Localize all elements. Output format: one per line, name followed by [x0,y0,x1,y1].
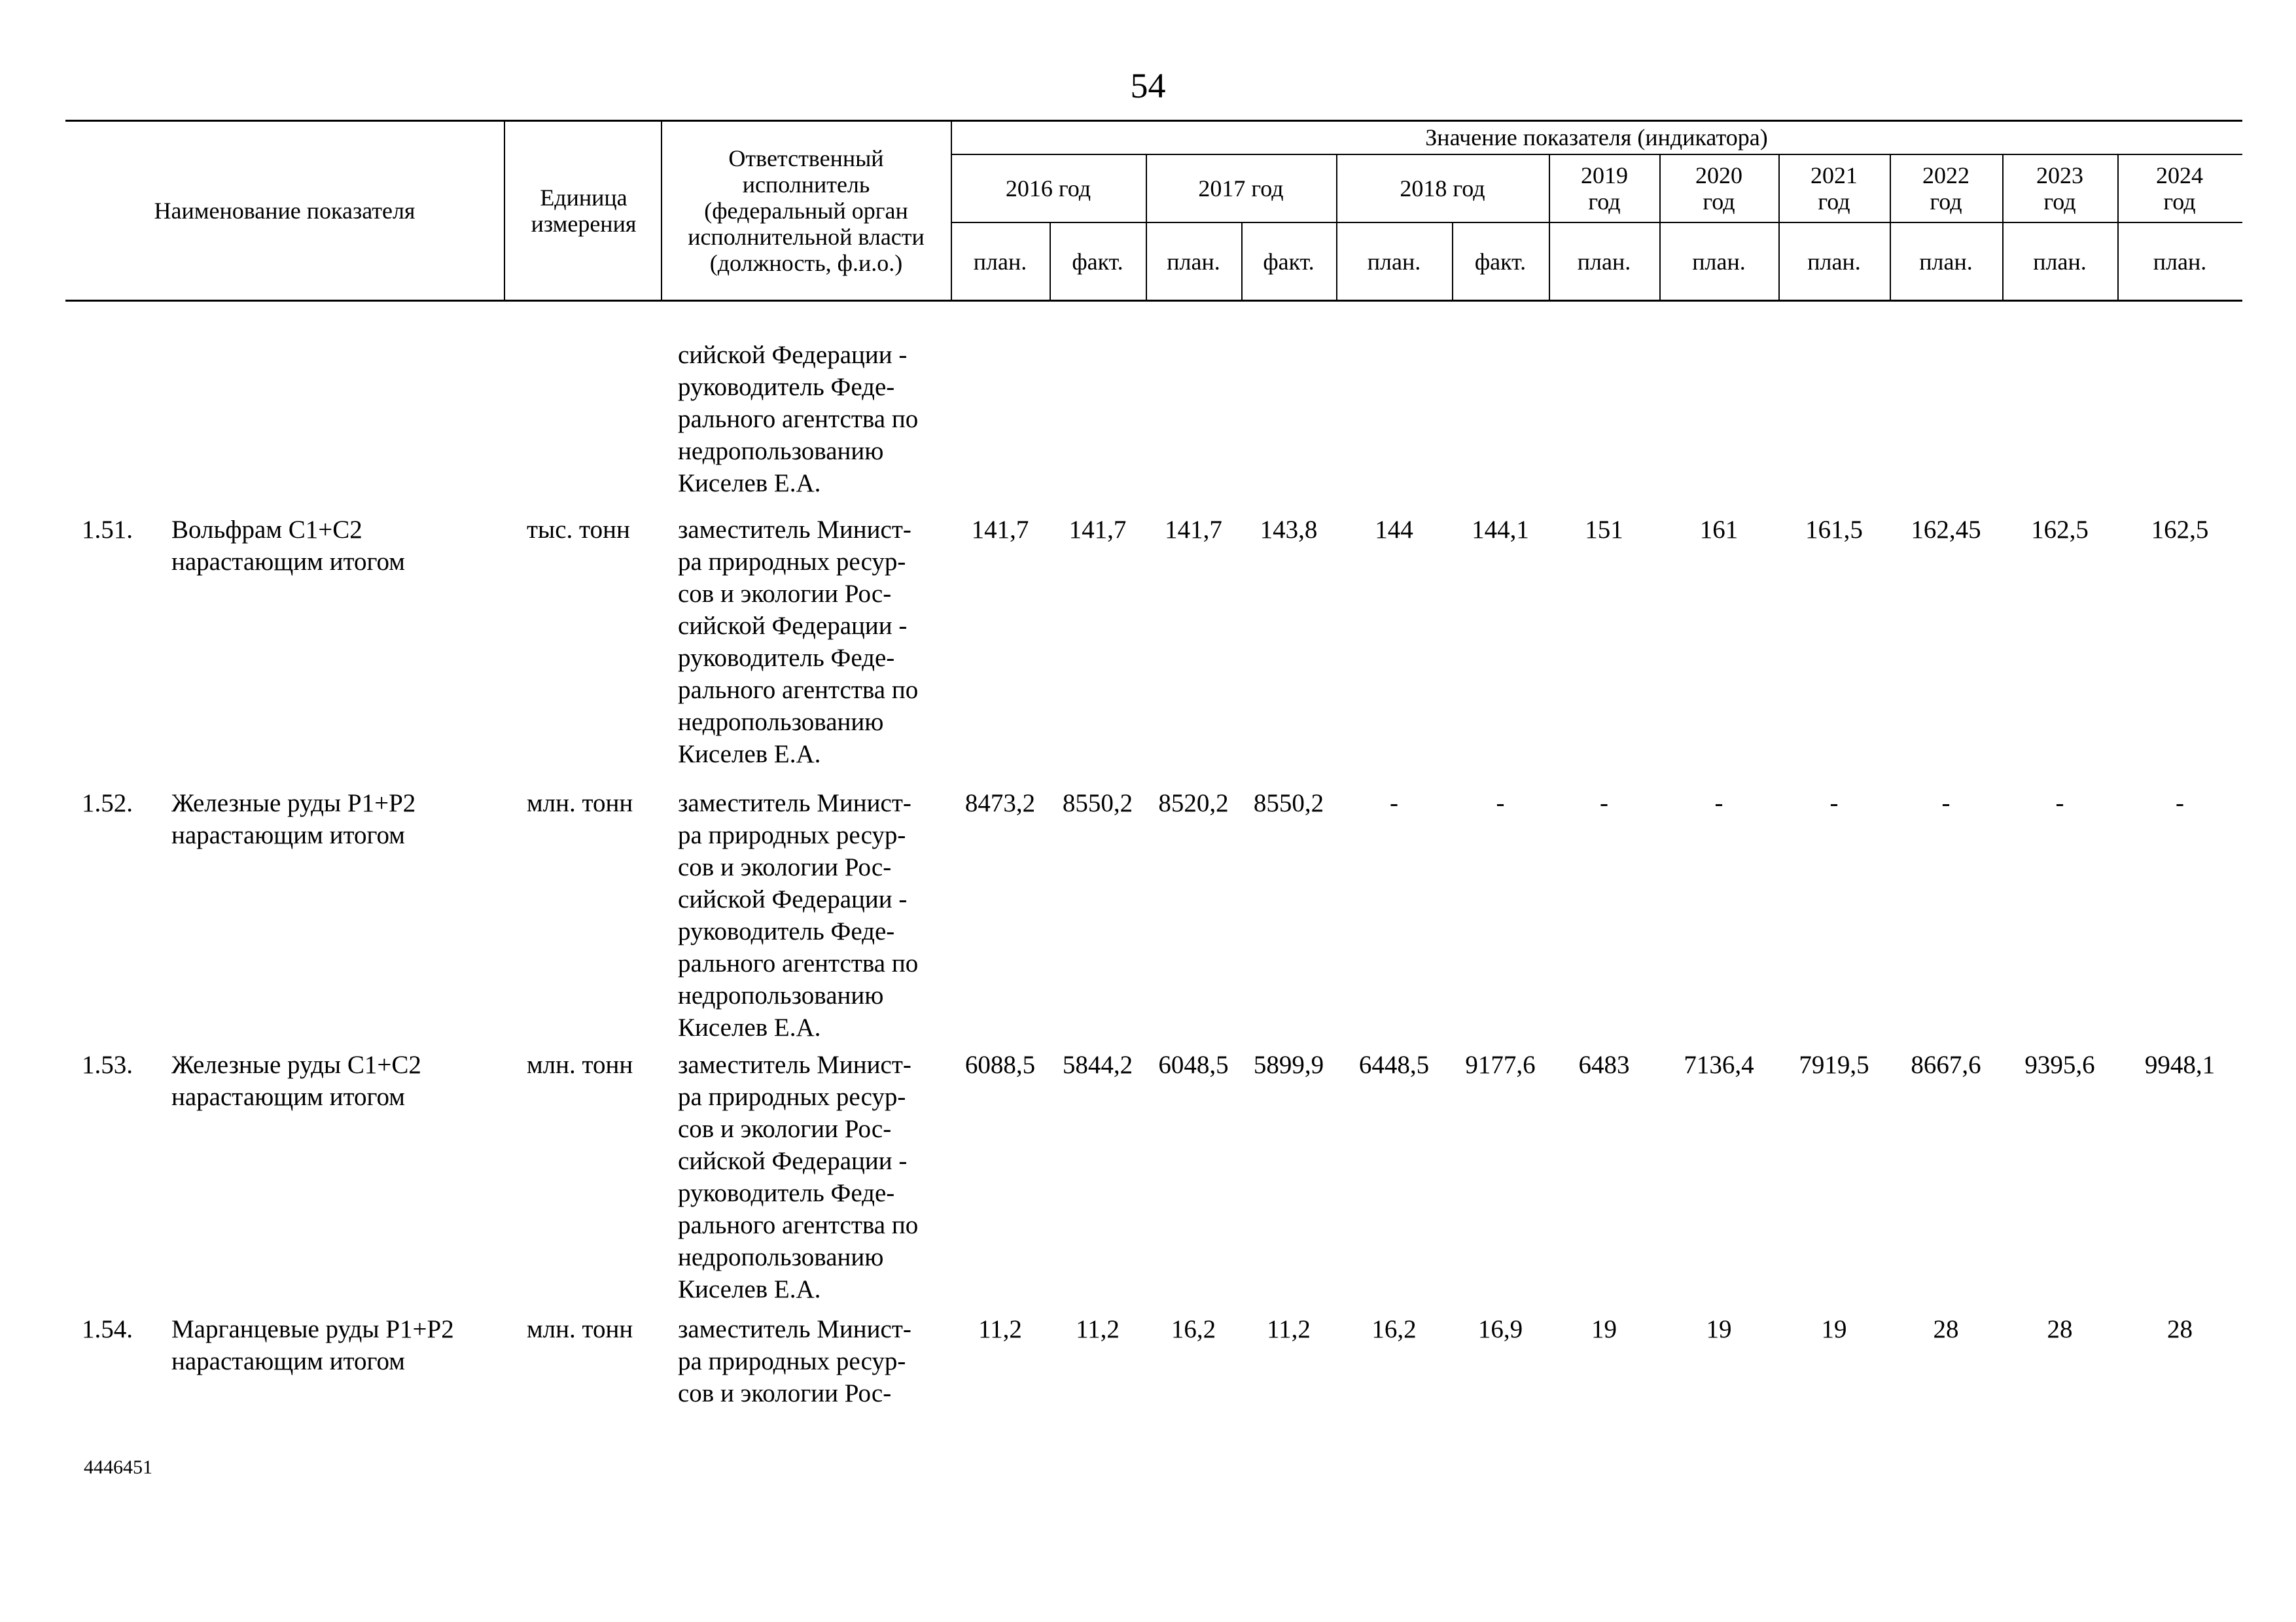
value-2023-plan: 28 [2047,1315,2073,1343]
responsible-line: ра природных ресур- [678,821,906,849]
row-name [171,787,415,851]
row-name-line: нарастающим итогом [171,821,405,849]
responsible-line: недропользованию [678,708,884,736]
value-2018-plan: 16,2 [1371,1315,1417,1343]
row-responsible [678,1313,911,1409]
value-2019-plan: - [1600,789,1608,817]
responsible-line: ра природных ресур- [678,548,906,576]
header-name: Наименование показателя [154,197,415,224]
value-2017-fact: 8550,2 [1253,789,1324,817]
value-2023-plan: 9395,6 [2024,1051,2095,1079]
responsible-line: рального агентства по [678,1211,919,1239]
value-2024-plan: - [2176,789,2184,817]
header-subcol: план. [2033,248,2087,275]
value-2021-plan: 7919,5 [1799,1051,1869,1079]
header-subcol: план. [1692,248,1746,275]
header-year: 2022 год [1922,162,1969,215]
responsible-line: руководитель Феде- [678,1179,895,1207]
row-name-line: Железные руды Р1+Р2 [171,789,416,817]
responsible-line: руководитель Феде- [678,644,895,672]
responsible-line: заместитель Минист- [678,1315,911,1343]
responsible-line: сийской Федерации - [678,885,908,913]
value-2016-plan: 6088,5 [964,1051,1036,1079]
row-responsible [678,514,918,770]
row-responsible [678,1049,918,1305]
value-2019-plan: 6483 [1578,1051,1630,1079]
header-year: 2016 год [1005,175,1091,202]
row-number: 1.52. [82,789,133,817]
value-2022-plan: 162,45 [1911,516,1981,544]
value-2021-plan: - [1829,789,1839,817]
row-name-line: Вольфрам С1+С2 [171,516,362,544]
continuation-line: рального агентства по [678,405,919,433]
responsible-line: заместитель Минист- [678,789,911,817]
responsible-line: заместитель Минист- [678,1051,911,1079]
header-subcol: план. [1577,248,1631,275]
value-2018-plan: 6448,5 [1358,1051,1430,1079]
header-subcol: факт. [1263,248,1315,275]
header-year: 2021 год [1810,162,1858,215]
header-bottom-rule [65,300,2242,302]
value-2024-plan: 162,5 [2151,516,2209,544]
responsible-line: Киселев Е.А. [678,1275,821,1303]
header-subcol: план. [973,248,1027,275]
header-subcol: план. [1167,248,1220,275]
value-2021-plan: 161,5 [1805,516,1863,544]
row-unit: млн. тонн [527,1051,633,1079]
header-year: 2018 год [1400,175,1485,202]
value-2018-plan: 144 [1375,516,1413,544]
header-year: 2024 год [2156,162,2203,215]
continuation-line: Киселев Е.А. [678,469,821,497]
value-2020-plan: 7136,4 [1684,1051,1754,1079]
value-2021-plan: 19 [1821,1315,1847,1343]
continuation-line: сийской Федерации - [678,341,908,369]
header-subcol: план. [2153,248,2207,275]
row-name [171,514,405,578]
value-2017-fact: 11,2 [1267,1315,1311,1343]
value-2020-plan: 161 [1699,516,1739,544]
responsible-line: недропользованию [678,1243,884,1271]
header-subcol: факт. [1072,248,1123,275]
value-2019-plan: 151 [1585,516,1623,544]
row-name-line: нарастающим итогом [171,1083,405,1111]
value-2023-plan: 162,5 [2031,516,2089,544]
value-2016-fact: 8550,2 [1062,789,1133,817]
responsible-line: сийской Федерации - [678,612,908,640]
value-2018-fact: 144,1 [1472,516,1529,544]
value-2017-plan: 16,2 [1171,1315,1216,1343]
divider-unit [661,121,662,300]
value-2018-fact: 9177,6 [1465,1051,1536,1079]
value-2020-plan: 19 [1706,1315,1732,1343]
value-2022-plan: 28 [1933,1315,1959,1343]
value-2017-plan: 8520,2 [1158,789,1229,817]
value-2022-plan: - [1941,789,1951,817]
row-number: 1.51. [82,516,133,544]
row-name-line: нарастающим итогом [171,548,405,576]
header-subcol: план. [1367,248,1421,275]
responsible-line: сийской Федерации - [678,1147,908,1175]
value-2016-plan: 141,7 [971,516,1029,544]
header-year: 2019 год [1581,162,1628,215]
header-subcol: план. [1807,248,1861,275]
row-name [171,1049,421,1113]
responsible-line: сов и экологии Рос- [678,1115,892,1143]
value-2019-plan: 19 [1591,1315,1617,1343]
header-subcol: план. [1919,248,1973,275]
row-name-line: Марганцевые руды Р1+Р2 [171,1315,454,1343]
value-2023-plan: - [2055,789,2064,817]
value-2017-plan: 141,7 [1165,516,1222,544]
header-responsible: Ответственный исполнитель (федеральный орган исполнительной власти (должность, ф.и.о.) [688,145,925,276]
value-2017-fact: 5899,9 [1253,1051,1324,1079]
row-unit: млн. тонн [527,1315,633,1343]
header-value-group: Значение показателя (индикатора) [1425,124,1768,150]
responsible-line: рального агентства по [678,676,919,704]
row-unit: тыс. тонн [527,516,630,544]
responsible-line: Киселев Е.А. [678,740,821,768]
row-name-line: Железные руды С1+С2 [171,1051,421,1079]
row-number: 1.53. [82,1051,133,1079]
value-2024-plan: 9948,1 [2144,1051,2216,1079]
responsible-line: Киселев Е.А. [678,1014,821,1042]
value-2016-plan: 11,2 [978,1315,1022,1343]
value-2017-fact: 143,8 [1260,516,1318,544]
header-year: 2020 год [1695,162,1742,215]
value-2024-plan: 28 [2167,1315,2193,1343]
row-number: 1.54. [82,1315,133,1343]
divider-name [504,121,505,300]
page-number: 54 [1130,66,1166,105]
responsible-line: руководитель Феде- [678,917,895,945]
header-subcol: факт. [1474,248,1527,275]
responsible-line: ра природных ресур- [678,1347,906,1375]
responsible-line: заместитель Минист- [678,516,911,544]
document-code: 4446451 [84,1456,152,1478]
value-2018-fact: - [1496,789,1505,817]
value-2022-plan: 8667,6 [1911,1051,1981,1079]
responsible-line: ра природных ресур- [678,1083,906,1111]
responsible-line: сов и экологии Рос- [678,1379,892,1407]
header-year: 2023 год [2036,162,2083,215]
row-name-line: нарастающим итогом [171,1347,405,1375]
value-2016-fact: 11,2 [1076,1315,1120,1343]
header-unit: Единица измерения [531,184,637,237]
value-2017-plan: 6048,5 [1158,1051,1229,1079]
responsible-line: сов и экологии Рос- [678,580,892,608]
row-unit: млн. тонн [527,789,633,817]
continuation-responsible [678,339,918,499]
responsible-line: сов и экологии Рос- [678,853,892,881]
continuation-line: руководитель Феде- [678,373,895,401]
value-2020-plan: - [1714,789,1723,817]
responsible-line: рального агентства по [678,949,919,978]
value-2016-fact: 5844,2 [1062,1051,1133,1079]
continuation-line: недропользованию [678,437,884,465]
responsible-line: недропользованию [678,981,884,1010]
value-2018-fact: 16,9 [1477,1315,1523,1343]
value-2018-plan: - [1390,789,1398,817]
header-year: 2017 год [1198,175,1284,202]
value-2016-fact: 141,7 [1069,516,1127,544]
row-responsible [678,787,918,1044]
value-2016-plan: 8473,2 [964,789,1036,817]
row-name [171,1313,454,1377]
